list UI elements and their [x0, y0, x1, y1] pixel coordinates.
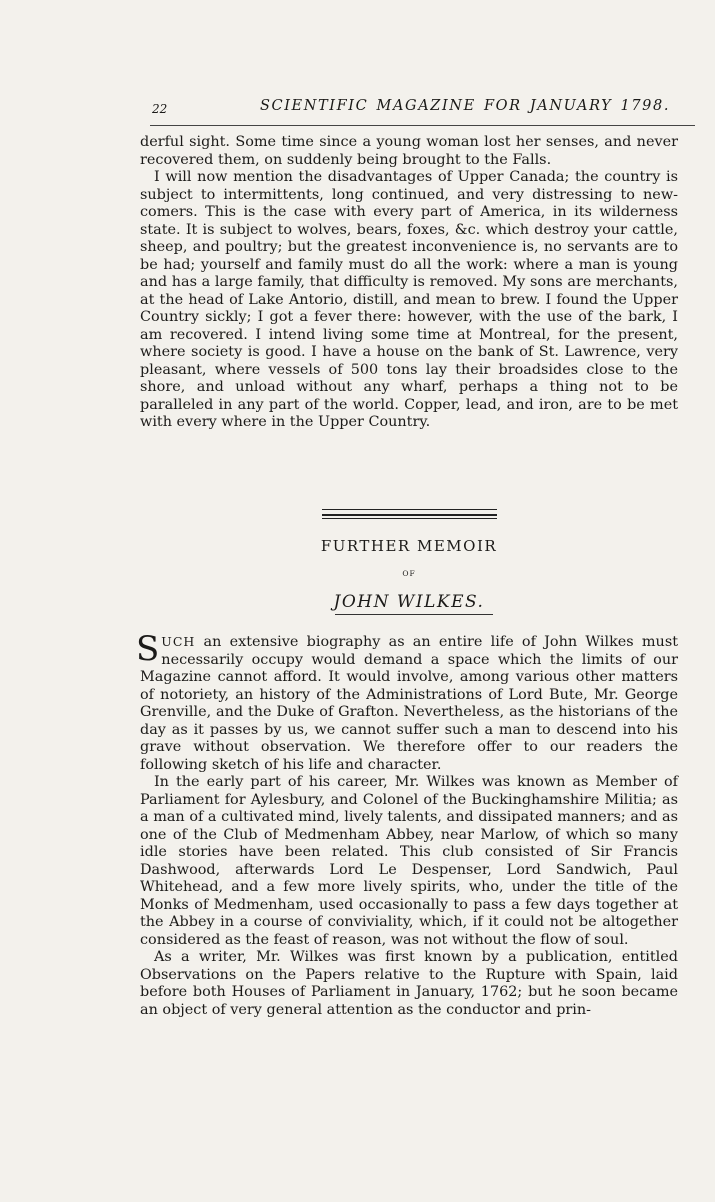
header-rule [150, 125, 695, 126]
article-title-of: OF [402, 569, 416, 578]
article-body [136, 629, 678, 1019]
paragraph: I will now mention the disadvantages of Upper Canada; the country is subject to intermittents, long continued, and very distressing to new-comers. This is the case with every part of America, in its wilderness state. It is subject to wolves, bears, foxes, &c. which destroy your cattle, sheep, and poultry; but the greatest inconvenience is, no servants are to be had; yourself and family must do all the work: where a man is young and has a large family, that difficulty is removed. My sons are merchants, at the head of Lake Antorio, distill, and mean to brew. I found the Upper Country sickly; I got a fever there: however, with the use of the bark, I am recovered. I intend living some time at Montreal, for the present, where society is good. I have a house on the bank of St. Lawrence, very pleasant, where vessels of 500 tons lay their broadsides close to the shore, and unload without any wharf, perhaps a thing not to be paralleled in any part of the world. Copper, lead, and iron, are to be met with every where in the Upper Country. [140, 169, 678, 430]
article-title: FURTHER MEMOIR [320, 537, 498, 555]
first-word: UCH [161, 634, 196, 649]
title-underline [335, 614, 493, 615]
ornamental-rule [322, 509, 497, 510]
paragraph: In the early part of his career, Mr. Wilkes was known as Member of Parliament for Aylesbury, and Colonel of the Buckinghamshire Militia; as a man of a cultivated mind, lively talents, and dissipated manners; and as one of the Club of Medmenham Abbey, near Marlow, of which so many idle stories have been related. This club consisted of Sir Francis Dashwood, afterwards Lord Le Despenser, Lord Sandwich, Paul Whitehead, and a few more lively spirits, who, under the title of the Monks of Medmenham, used occasionally to pass a few days together at the Abbey in a course of conviviality, which, if it could not be altogether considered as the feast of reason, was not without the flow of soul. [140, 774, 678, 948]
paragraph [136, 629, 678, 774]
running-header [152, 98, 682, 120]
drop-cap: S [136, 629, 160, 669]
page-number: 22 [152, 102, 168, 116]
paragraph: As a writer, Mr. Wilkes was first known by a publication, entitled Observations on the Papers relative to the Rupture with Spain, laid before both Houses of Parliament in January, 1762; but he soon became an object of very general attention as the conductor and prin- [140, 949, 678, 1018]
paragraph-text: an extensive biography as an entire life of John Wilkes must necessarily occupy would demand a space which the limits of our Magazine cannot afford. It would involve, among various other matters of notoriety, an history of the Administrations of Lord Bute, Mr. George Grenville, and the Duke of Grafton. Nevertheless, as the historians of the day as it passes by us, we cannot suffer such a man to descend into his grave without observation. We therefore offer to our readers the following sketch of his life and character. [140, 634, 678, 773]
running-title: SCIENTIFIC MAGAZINE FOR JANUARY 1798. [260, 98, 671, 114]
ornamental-rule [322, 518, 497, 519]
paragraph: derful sight. Some time since a young woman lost her senses, and never recovered them, on suddenly being brought to the Falls. [140, 134, 678, 168]
ornamental-rule [322, 514, 497, 516]
article-subject-name: JOHN WILKES. [333, 592, 485, 612]
preceding-article-text [140, 134, 678, 432]
